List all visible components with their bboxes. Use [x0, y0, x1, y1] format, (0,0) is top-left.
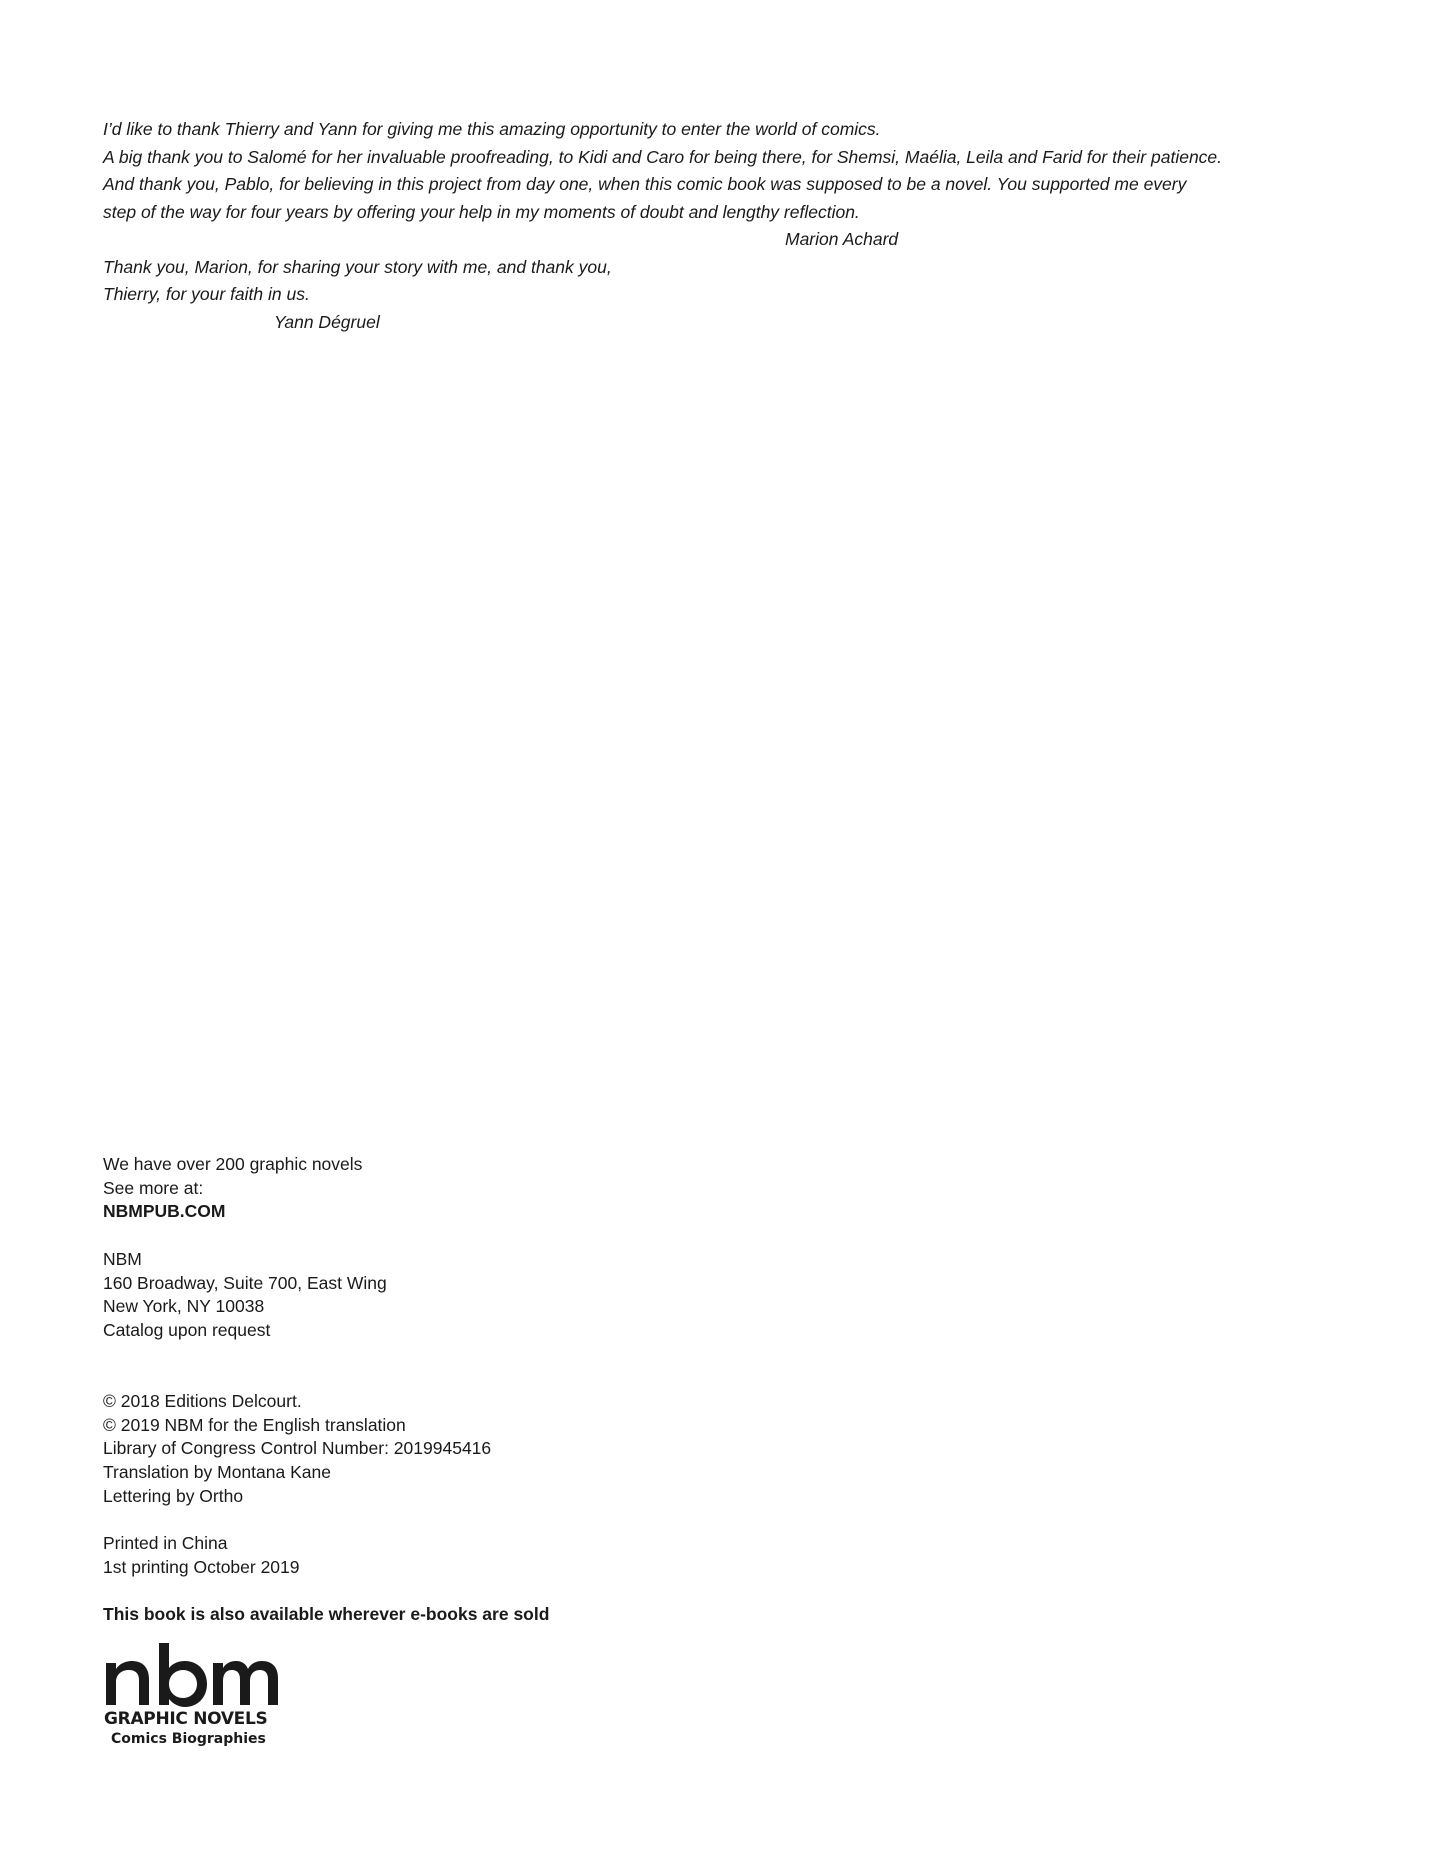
- printing-date: 1st printing October 2019: [103, 1556, 300, 1577]
- acknowledgements: [103, 116, 1343, 336]
- spacer: [103, 1580, 549, 1604]
- ack-line: And thank you, Pablo, for believing in this project from day one, when this comic book was supposed to be a novel. You supported me every: [103, 174, 1187, 194]
- translation-credit: Translation by Montana Kane: [103, 1462, 331, 1483]
- promo-line: See more at:: [103, 1177, 204, 1198]
- promo-line: We have over 200 graphic novels: [103, 1154, 363, 1174]
- ack-line: step of the way for four years by offering your help in my moments of doubt and lengthy reflection.: [103, 201, 860, 222]
- loc-number: Library of Congress Control Number: 2019945416: [103, 1438, 492, 1459]
- lettering-credit: Lettering by Ortho: [103, 1485, 244, 1506]
- copyright-line: © 2019 NBM for the English translation: [103, 1414, 406, 1435]
- address-line: 160 Broadway, Suite 700, East Wing: [103, 1272, 387, 1293]
- colophon: [103, 1153, 549, 1627]
- spacer: [103, 1343, 549, 1390]
- signature-yann: Yann Dégruel: [274, 311, 380, 332]
- nbm-logo: [103, 1641, 283, 1761]
- spacer: [103, 1509, 549, 1533]
- ebook-note: This book is also available wherever e-books are sold: [103, 1604, 550, 1625]
- printed-in: Printed in China: [103, 1533, 228, 1554]
- logo-tagline-graphic-novels: GRAPHIC NOVELS: [104, 1709, 268, 1729]
- ack-line: Thank you, Marion, for sharing your story with me, and thank you,: [103, 256, 612, 277]
- ack-line: Thierry, for your faith in us.: [103, 284, 310, 304]
- ack-line: A big thank you to Salomé for her invaluable proofreading, to Kidi and Caro for being there, for Shemsi, Maélia, Leila and Farid for their patience.: [103, 146, 1223, 167]
- publisher-name: NBM: [103, 1248, 142, 1269]
- ack-line: I’d like to thank Thierry and Yann for giving me this amazing opportunity to enter the world of comics.: [103, 119, 881, 139]
- copyright-line: © 2018 Editions Delcourt.: [103, 1391, 302, 1411]
- logo-tagline-comics-biographies: Comics Biographies: [111, 1731, 266, 1747]
- website-link[interactable]: NBMPUB.COM: [103, 1201, 226, 1222]
- address-line: New York, NY 10038: [103, 1296, 265, 1317]
- nbm-wordmark-icon: [103, 1641, 283, 1707]
- signature-marion: Marion Achard: [785, 229, 899, 249]
- spacer: [103, 1224, 549, 1248]
- catalog-note: Catalog upon request: [103, 1319, 271, 1340]
